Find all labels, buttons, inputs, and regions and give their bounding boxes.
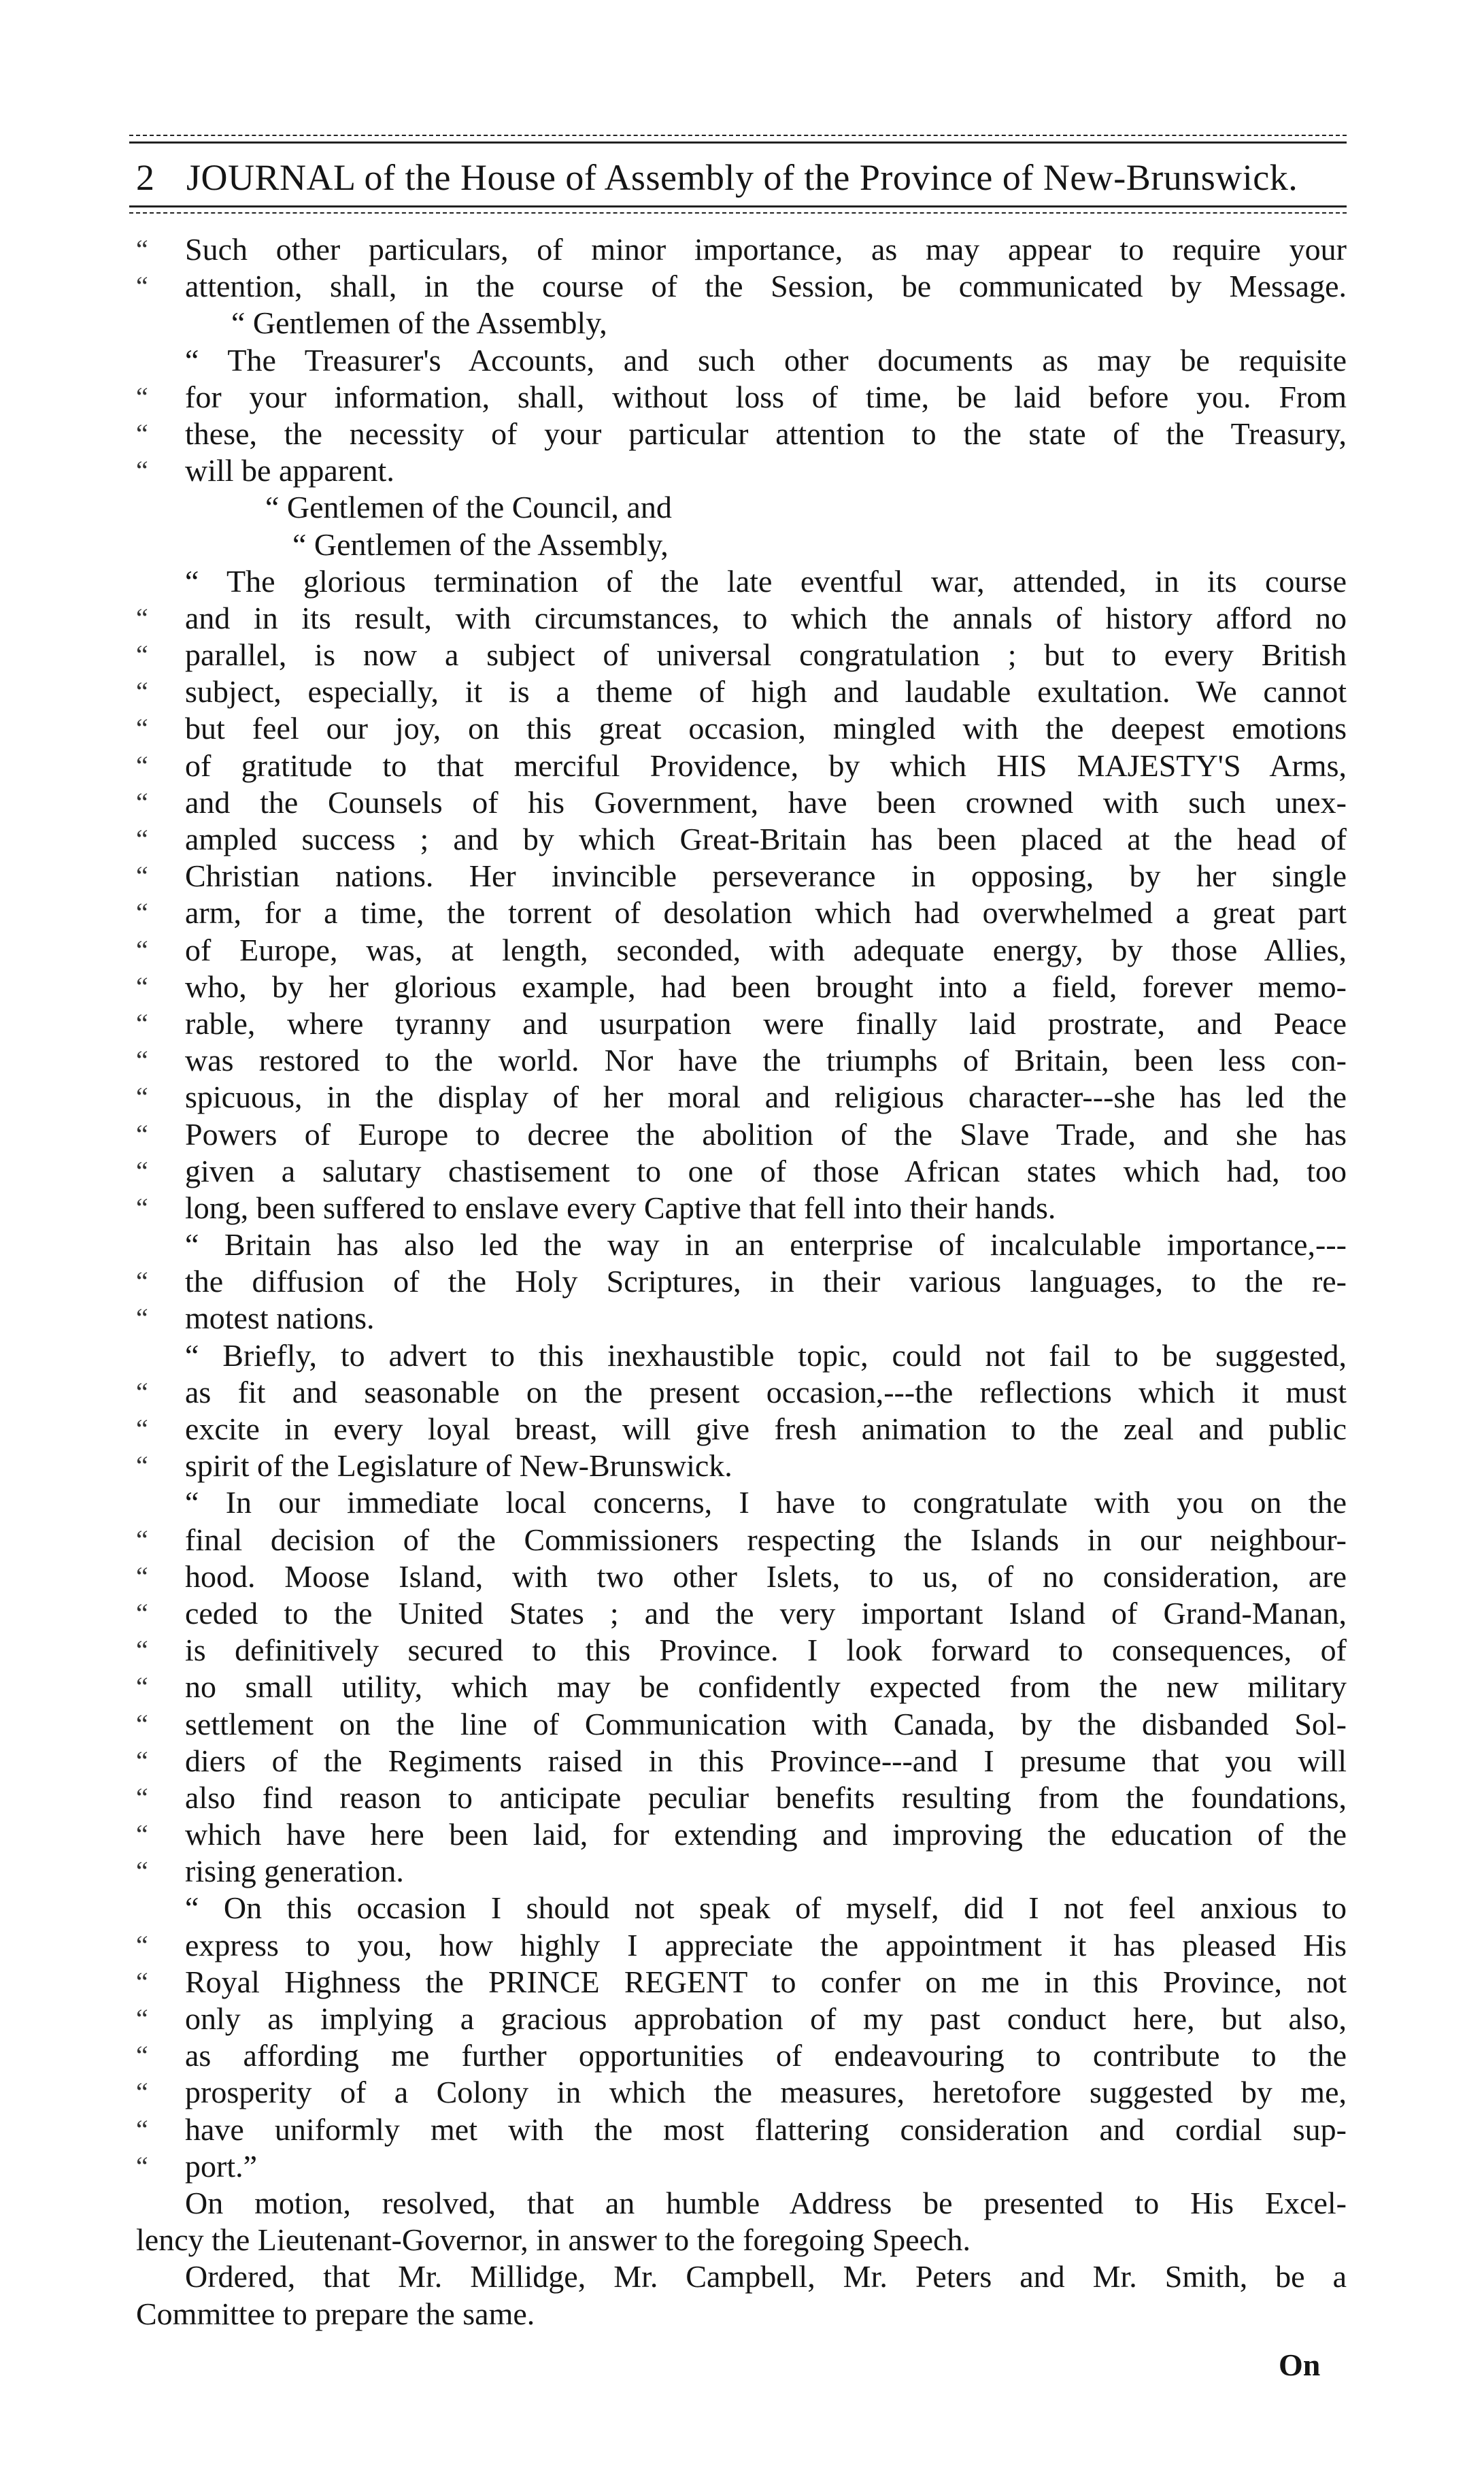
quote-mark: “ [136, 1671, 148, 1703]
text-line [136, 858, 1347, 895]
text-line [136, 1153, 1347, 1190]
line-text: express to you, how highly I appreciate the appointment it has pleased His [185, 1927, 1347, 1962]
line-text: and in its result, with circumstances, to which the annals of history afford no [185, 600, 1347, 635]
line-text: spicuous, in the display of her moral and religious character---she has led the [185, 1080, 1347, 1115]
line-text: the diffusion of the Holy Scriptures, in their various languages, to the re- [185, 1264, 1347, 1299]
text-line [136, 2037, 1347, 2074]
text-line [136, 1411, 1347, 1448]
line-text: final decision of the Commissioners respecting the Islands in our neighbour- [185, 1522, 1347, 1557]
text-line [136, 1853, 1347, 1890]
text-line [136, 784, 1347, 821]
text-line [136, 2222, 1347, 2258]
text-line [136, 563, 1347, 600]
line-text: port.” [185, 2148, 258, 2184]
text-line [136, 1042, 1347, 1079]
quote-mark: “ [136, 271, 148, 302]
text-line [136, 1374, 1347, 1411]
quote-mark: “ [136, 1929, 148, 1960]
quote-mark: “ [136, 234, 148, 265]
line-text: Christian nations. Her invincible perseverance in opposing, by her single [185, 858, 1347, 894]
line-text: lency the Lieutenant-Governor, in answer to the foregoing Speech. [136, 2222, 971, 2258]
text-line [136, 2001, 1347, 2037]
quote-mark: “ [136, 713, 148, 744]
header-title: JOURNAL of the House of Assembly of the Province of New-Brunswick. [186, 157, 1298, 198]
text-line [136, 710, 1347, 747]
line-text: “ The Treasurer's Accounts, and such other documents as may be requisite [185, 342, 1347, 378]
text-line [136, 452, 1347, 489]
text-line [136, 1632, 1347, 1669]
quote-mark: “ [136, 2077, 148, 2108]
line-text: but feel our joy, on this great occasion, mingled with the deepest emotions [185, 711, 1347, 746]
text-line [136, 1226, 1347, 1263]
text-line [136, 1706, 1347, 1743]
quote-mark: “ [136, 1303, 148, 1334]
line-text: was restored to the world. Nor have the triumphs of Britain, been less con- [185, 1043, 1347, 1078]
quote-mark: “ [136, 1082, 148, 1113]
catchword: On [1279, 2348, 1321, 2382]
quote-mark: “ [136, 1708, 148, 1739]
quote-mark: “ [136, 1560, 148, 1592]
line-text: “ In our immediate local concerns, I have to congratulate with you on the [185, 1485, 1347, 1520]
line-text: ceded to the United States ; and the very important Island of Grand-Manan, [185, 1595, 1347, 1631]
text-line [136, 1964, 1347, 2001]
line-text: as fit and seasonable on the present occasion,---the reflections which it must [185, 1374, 1347, 1409]
line-text: Powers of Europe to decree the abolition of the Slave Trade, and she has [185, 1116, 1347, 1152]
quote-mark: “ [136, 639, 148, 671]
text-line [136, 1448, 1347, 1484]
line-text: “ Briefly, to advert to this inexhaustible topic, could not fail to be suggested, [185, 1337, 1347, 1373]
line-text: settlement on the line of Communication with Canada, by the disbanded Sol- [185, 1706, 1347, 1741]
text-line [136, 932, 1347, 969]
line-text: Committee to prepare the same. [136, 2296, 535, 2331]
quote-mark: “ [136, 861, 148, 892]
line-text: attention, shall, in the course of the Session, be communicated by Message. [185, 269, 1347, 304]
text-line [136, 1116, 1347, 1153]
line-text: Royal Highness the PRINCE REGENT to confer on me in this Province, not [185, 1964, 1347, 1999]
quote-mark: “ [136, 1045, 148, 1076]
text-line [136, 637, 1347, 673]
line-text: also find reason to anticipate peculiar benefits resulting from the foundations, [185, 1780, 1347, 1815]
quote-mark: “ [136, 750, 148, 781]
line-text: On motion, resolved, that an humble Address be presented to His Excel- [185, 2185, 1347, 2220]
running-header [136, 151, 1347, 204]
quote-mark: “ [136, 1007, 148, 1039]
text-line [136, 1300, 1347, 1337]
line-text: prosperity of a Colony in which the measures, heretofore suggested by me, [185, 2075, 1347, 2110]
line-text: for your information, shall, without loss of time, be laid before you. From [185, 379, 1347, 414]
text-line [136, 268, 1347, 305]
line-text: given a salutary chastisement to one of those African states which had, too [185, 1153, 1347, 1188]
quote-mark: “ [136, 897, 148, 929]
quote-mark: “ [136, 1597, 148, 1628]
text-line [136, 895, 1347, 931]
quote-mark: “ [136, 1118, 148, 1150]
text-line [136, 821, 1347, 858]
quote-mark: “ [136, 1266, 148, 1297]
header-rule-top-dashed [129, 135, 1347, 136]
text-line [136, 1522, 1347, 1558]
text-line [136, 379, 1347, 416]
line-text: who, by her glorious example, had been brought into a field, forever memo- [185, 969, 1347, 1004]
text-line [136, 1595, 1347, 1632]
quote-mark: “ [136, 1819, 148, 1850]
quote-mark: “ [136, 1524, 148, 1555]
quote-mark: “ [136, 824, 148, 854]
line-text: motest nations. [185, 1301, 375, 1336]
line-text: hood. Moose Island, with two other Islets, to us, of no consideration, are [185, 1558, 1347, 1594]
text-line [136, 527, 1347, 563]
line-text: “ Gentlemen of the Assembly, [231, 305, 607, 341]
quote-mark: “ [136, 2150, 148, 2182]
text-line [136, 1669, 1347, 1705]
text-line [136, 600, 1347, 637]
text-line [136, 1190, 1347, 1226]
line-text: of gratitude to that merciful Providence, by which HIS MAJESTY'S Arms, [185, 748, 1347, 783]
text-line [136, 1558, 1347, 1595]
quote-mark: “ [136, 1782, 148, 1813]
line-text: spirit of the Legislature of New-Brunswick. [185, 1448, 732, 1484]
line-text: “ The glorious termination of the late eventful war, attended, in its course [185, 563, 1347, 599]
quote-mark: “ [136, 786, 148, 818]
header-rule-bottom-dashed [129, 212, 1347, 214]
page-number: 2 [136, 157, 155, 198]
text-line [136, 748, 1347, 784]
quote-mark: “ [136, 418, 148, 449]
quote-mark: “ [136, 1635, 148, 1666]
quote-mark: “ [136, 934, 148, 965]
quote-mark: “ [136, 1856, 148, 1887]
text-line [136, 416, 1347, 452]
line-text: “ Britain has also led the way in an enterprise of incalculable importance,--- [185, 1227, 1347, 1263]
header-rule-bottom [129, 205, 1347, 207]
text-line [136, 231, 1347, 268]
quote-mark: “ [136, 2040, 148, 2071]
line-text: have uniformly met with the most flattering consideration and cordial sup- [185, 2111, 1347, 2147]
line-text: parallel, is now a subject of universal congratulation ; but to every British [185, 637, 1347, 673]
line-text: of Europe, was, at length, seconded, with adequate energy, by those Allies, [185, 932, 1347, 967]
quote-mark: “ [136, 1155, 148, 1186]
quote-mark: “ [136, 1966, 148, 1997]
line-text: Such other particulars, of minor importance, as may appear to require your [185, 232, 1347, 267]
line-text: long, been suffered to enslave every Captive that fell into their hands. [185, 1190, 1056, 1225]
text-line [136, 2148, 1347, 2185]
quote-mark: “ [136, 971, 148, 1002]
text-line [136, 1816, 1347, 1853]
line-text: subject, especially, it is a theme of high and laudable exultation. We cannot [185, 674, 1347, 709]
quote-mark: “ [136, 1192, 148, 1223]
line-text: arm, for a time, the torrent of desolation which had overwhelmed a great part [185, 895, 1347, 931]
line-text: which have here been laid, for extending and improving the education of the [185, 1817, 1347, 1852]
line-text: and the Counsels of his Government, have been crowned with such unex- [185, 784, 1347, 820]
text-line [136, 969, 1347, 1005]
line-text: will be apparent. [185, 453, 394, 488]
text-line [136, 1927, 1347, 1964]
header-rule-top [129, 141, 1347, 144]
line-text: as affording me further opportunities of endeavouring to contribute to the [185, 2038, 1347, 2073]
quote-mark: “ [136, 676, 148, 707]
line-text: excite in every loyal breast, will give fresh animation to the zeal and public [185, 1411, 1347, 1446]
text-line [136, 1263, 1347, 1300]
text-line [136, 1079, 1347, 1116]
text-line [136, 2258, 1347, 2295]
text-line [136, 2074, 1347, 2111]
quote-mark: “ [136, 2114, 148, 2145]
text-line [136, 489, 1347, 526]
text-line [136, 342, 1347, 379]
text-line [136, 1780, 1347, 1816]
quote-mark: “ [136, 1376, 148, 1407]
text-line [136, 1890, 1347, 1926]
quote-mark: “ [136, 455, 148, 486]
quote-mark: “ [136, 602, 148, 633]
text-line [136, 305, 1347, 341]
line-text: rable, where tyranny and usurpation were finally laid prostrate, and Peace [185, 1005, 1347, 1041]
quote-mark: “ [136, 1745, 148, 1776]
line-text: ampled success ; and by which Great-Britain has been placed at the head of [185, 822, 1347, 856]
quote-mark: “ [136, 1414, 148, 1444]
text-line [136, 2111, 1347, 2148]
text-line [136, 1484, 1347, 1521]
text-line [136, 1743, 1347, 1780]
line-text: “ Gentlemen of the Council, and [265, 490, 672, 525]
line-text: Ordered, that Mr. Millidge, Mr. Campbell, Mr. Peters and Mr. Smith, be a [185, 2259, 1347, 2294]
line-text: “ Gentlemen of the Assembly, [292, 527, 669, 562]
text-line [136, 673, 1347, 710]
line-text: rising generation. [185, 1854, 404, 1889]
line-text: these, the necessity of your particular attention to the state of the Treasury, [185, 416, 1347, 451]
text-line [136, 1337, 1347, 1374]
quote-mark: “ [136, 381, 148, 412]
line-text: diers of the Regiments raised in this Province---and I presume that you will [185, 1743, 1347, 1778]
text-line [136, 2296, 1347, 2333]
line-text: is definitively secured to this Province. I look forward to consequences, of [185, 1633, 1347, 1668]
line-text: only as implying a gracious approbation of my past conduct here, but also, [185, 2001, 1347, 2036]
quote-mark: “ [136, 1450, 148, 1482]
quote-mark: “ [136, 2003, 148, 2034]
text-line [136, 2185, 1347, 2222]
line-text: “ On this occasion I should not speak of myself, did I not feel anxious to [185, 1890, 1347, 1926]
line-text: no small utility, which may be confidently expected from the new military [185, 1669, 1347, 1705]
body-text [136, 231, 1347, 2333]
text-line [136, 1005, 1347, 1042]
